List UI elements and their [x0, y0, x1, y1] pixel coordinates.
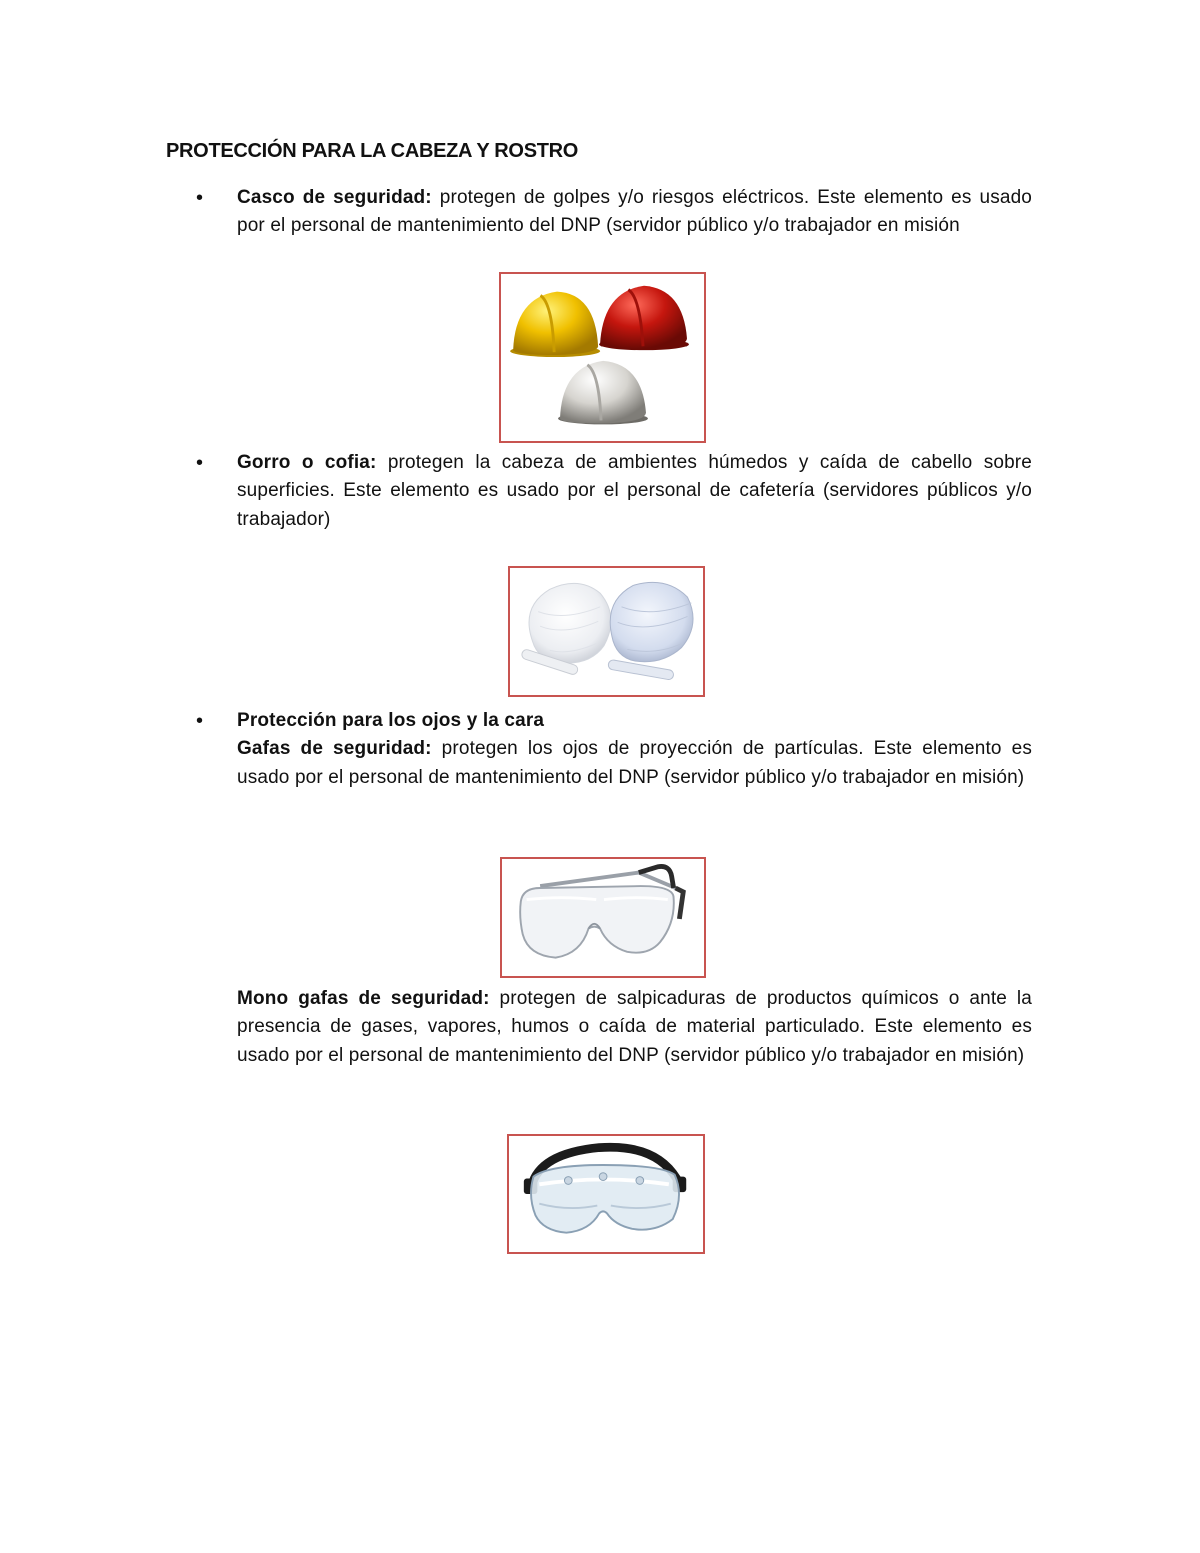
text-casco: protegen de golpes y/o riesgos eléctricos. Este elemento es usado por el personal de mantenimiento del DNP (servidor público y/o trabajador en misión: [237, 187, 1032, 237]
paragraph-mono-gafas: [237, 985, 1032, 1070]
safety-glasses-icon: [502, 859, 704, 976]
bullet-icon: •: [196, 710, 204, 732]
paragraph-gorro: [237, 449, 1032, 534]
bullet-icon: •: [196, 452, 204, 474]
text-gorro: protegen la cabeza de ambientes húmedos y caída de cabello sobre superficies. Este elemento es usado por el personal de cafetería (servidores públicos y/o trabajador): [237, 452, 1032, 530]
text-gafas: protegen los ojos de proyección de partículas. Este elemento es usado por el personal de mantenimiento del DNP (servidor público y/o trabajador en misión): [237, 738, 1033, 788]
safety-goggles-icon: [509, 1136, 703, 1252]
hair-nets-icon: [510, 568, 703, 695]
safety-glasses-image: [500, 857, 706, 978]
paragraph-casco: [237, 184, 1032, 241]
text-mono-gafas: protegen de salpicaduras de productos químicos o ante la presencia de gases, vapores, humos o caída de material particulado. Este elemento es usado por el personal de mantenimiento del DNP (servidor público y/o trabajador en misión): [237, 988, 1032, 1066]
hair-nets-image: [508, 566, 705, 697]
hard-hats-image: [499, 272, 706, 443]
term-mono-gafas: Mono gafas de seguridad:: [237, 988, 490, 1009]
hard-hats-icon: [501, 274, 704, 441]
section-ojos: [237, 707, 1032, 792]
bullet-icon: •: [196, 187, 204, 209]
paragraph-gafas: [237, 735, 1032, 792]
section-heading-ojos: Protección para los ojos y la cara: [237, 710, 545, 731]
page-title: PROTECCIÓN PARA LA CABEZA Y ROSTRO: [166, 140, 579, 162]
term-gafas: Gafas de seguridad:: [237, 738, 432, 760]
term-casco: Casco de seguridad:: [237, 187, 432, 208]
term-gorro: Gorro o cofia:: [237, 452, 377, 473]
safety-goggles-image: [507, 1134, 705, 1254]
